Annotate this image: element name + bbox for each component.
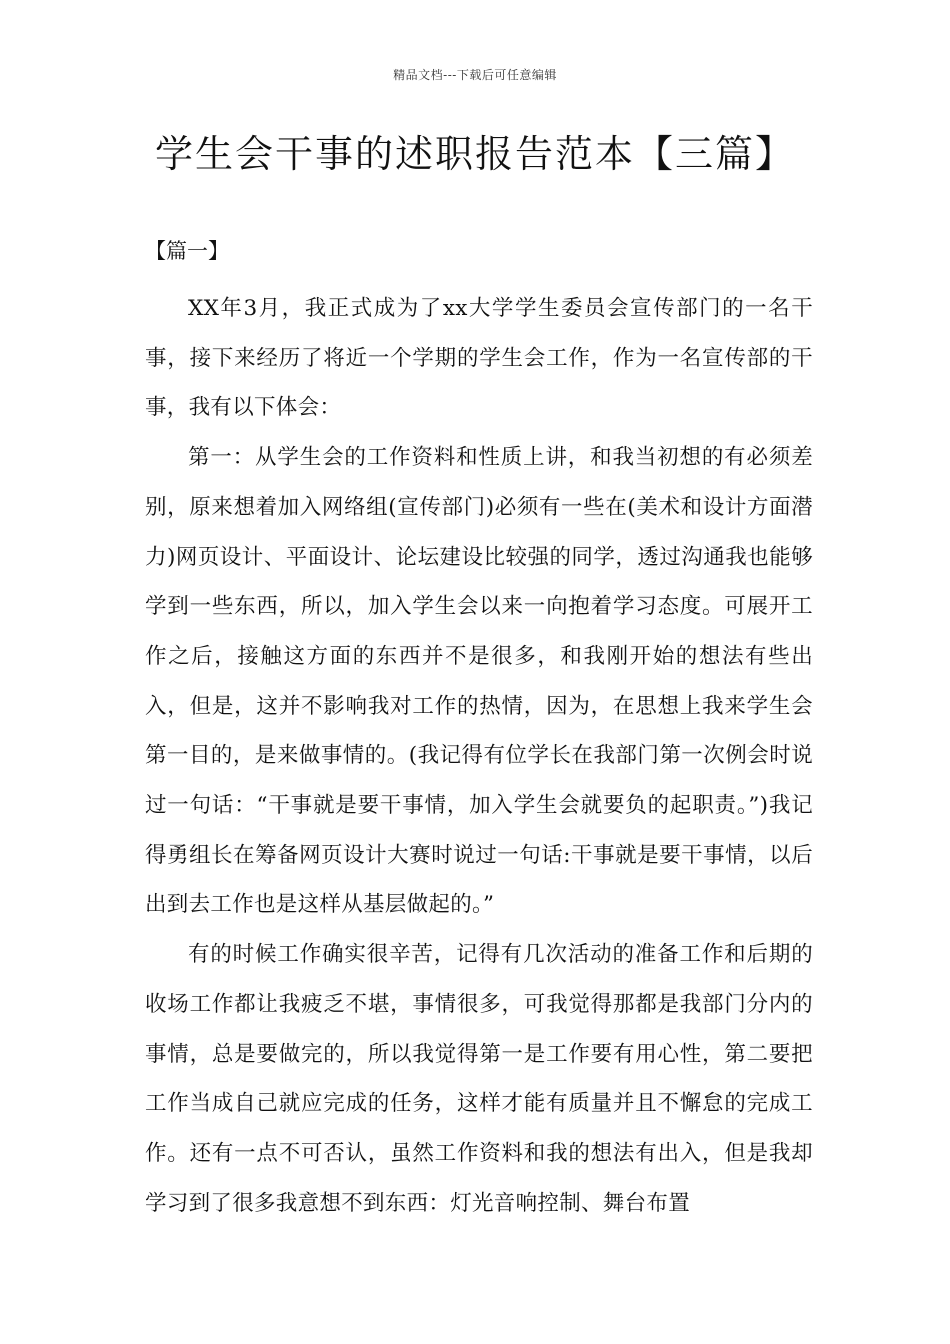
paragraph: 有的时候工作确实很辛苦，记得有几次活动的准备工作和后期的收场工作都让我疲乏不堪，事情很多，可我觉得那都是我部门分内的事情，总是要做完的，所以我觉得第一是工作要有用心性，第二要把工作当成自己就应完成的任务，这样才能有质量并且不懈怠的完成工作。还有一点不可否认，虽然工作资料和我的想法有出入，但是我却学习到了很多我意想不到东西：灯光音响控制、舞台布置 xyxy=(145,942,813,1216)
paragraph: 第一：从学生会的工作资料和性质上讲，和我当初想的有必须差别，原来想着加入网络组(宣传部门)必须有一些在(美术和设计方面潜力)网页设计、平面设计、论坛建设比较强的同学，透过沟通我也能够学到一些东西，所以，加入学生会以来一向抱着学习态度。可展开工作之后，接触这方面的东西并不是很多，和我刚开始的想法有些出入，但是，这并不影响我对工作的热情，因为，在思想上我来学生会第一目的，是来做事情的。(我记得有位学长在我部门第一次例会时说过一句话：“干事就是要干事情，加入学生会就要负的起职责。”)我记得勇组长在筹备网页设计大赛时说过一句话:干事就是要干事情，以后出到去工作也是这样从基层做起的。” xyxy=(145,445,813,918)
document-body xyxy=(145,284,813,1228)
section-heading: 【篇一】 xyxy=(145,239,229,263)
document-title: 学生会干事的述职报告范本【三篇】 xyxy=(154,132,795,176)
paragraph: XX年3月，我正式成为了xx大学学生委员会宣传部门的一名干事，接下来经历了将近一个学期的学生会工作，作为一名宣传部的干事，我有以下体会： xyxy=(145,296,813,421)
header-note: 精品文档---下载后可任意编辑 xyxy=(393,68,557,82)
